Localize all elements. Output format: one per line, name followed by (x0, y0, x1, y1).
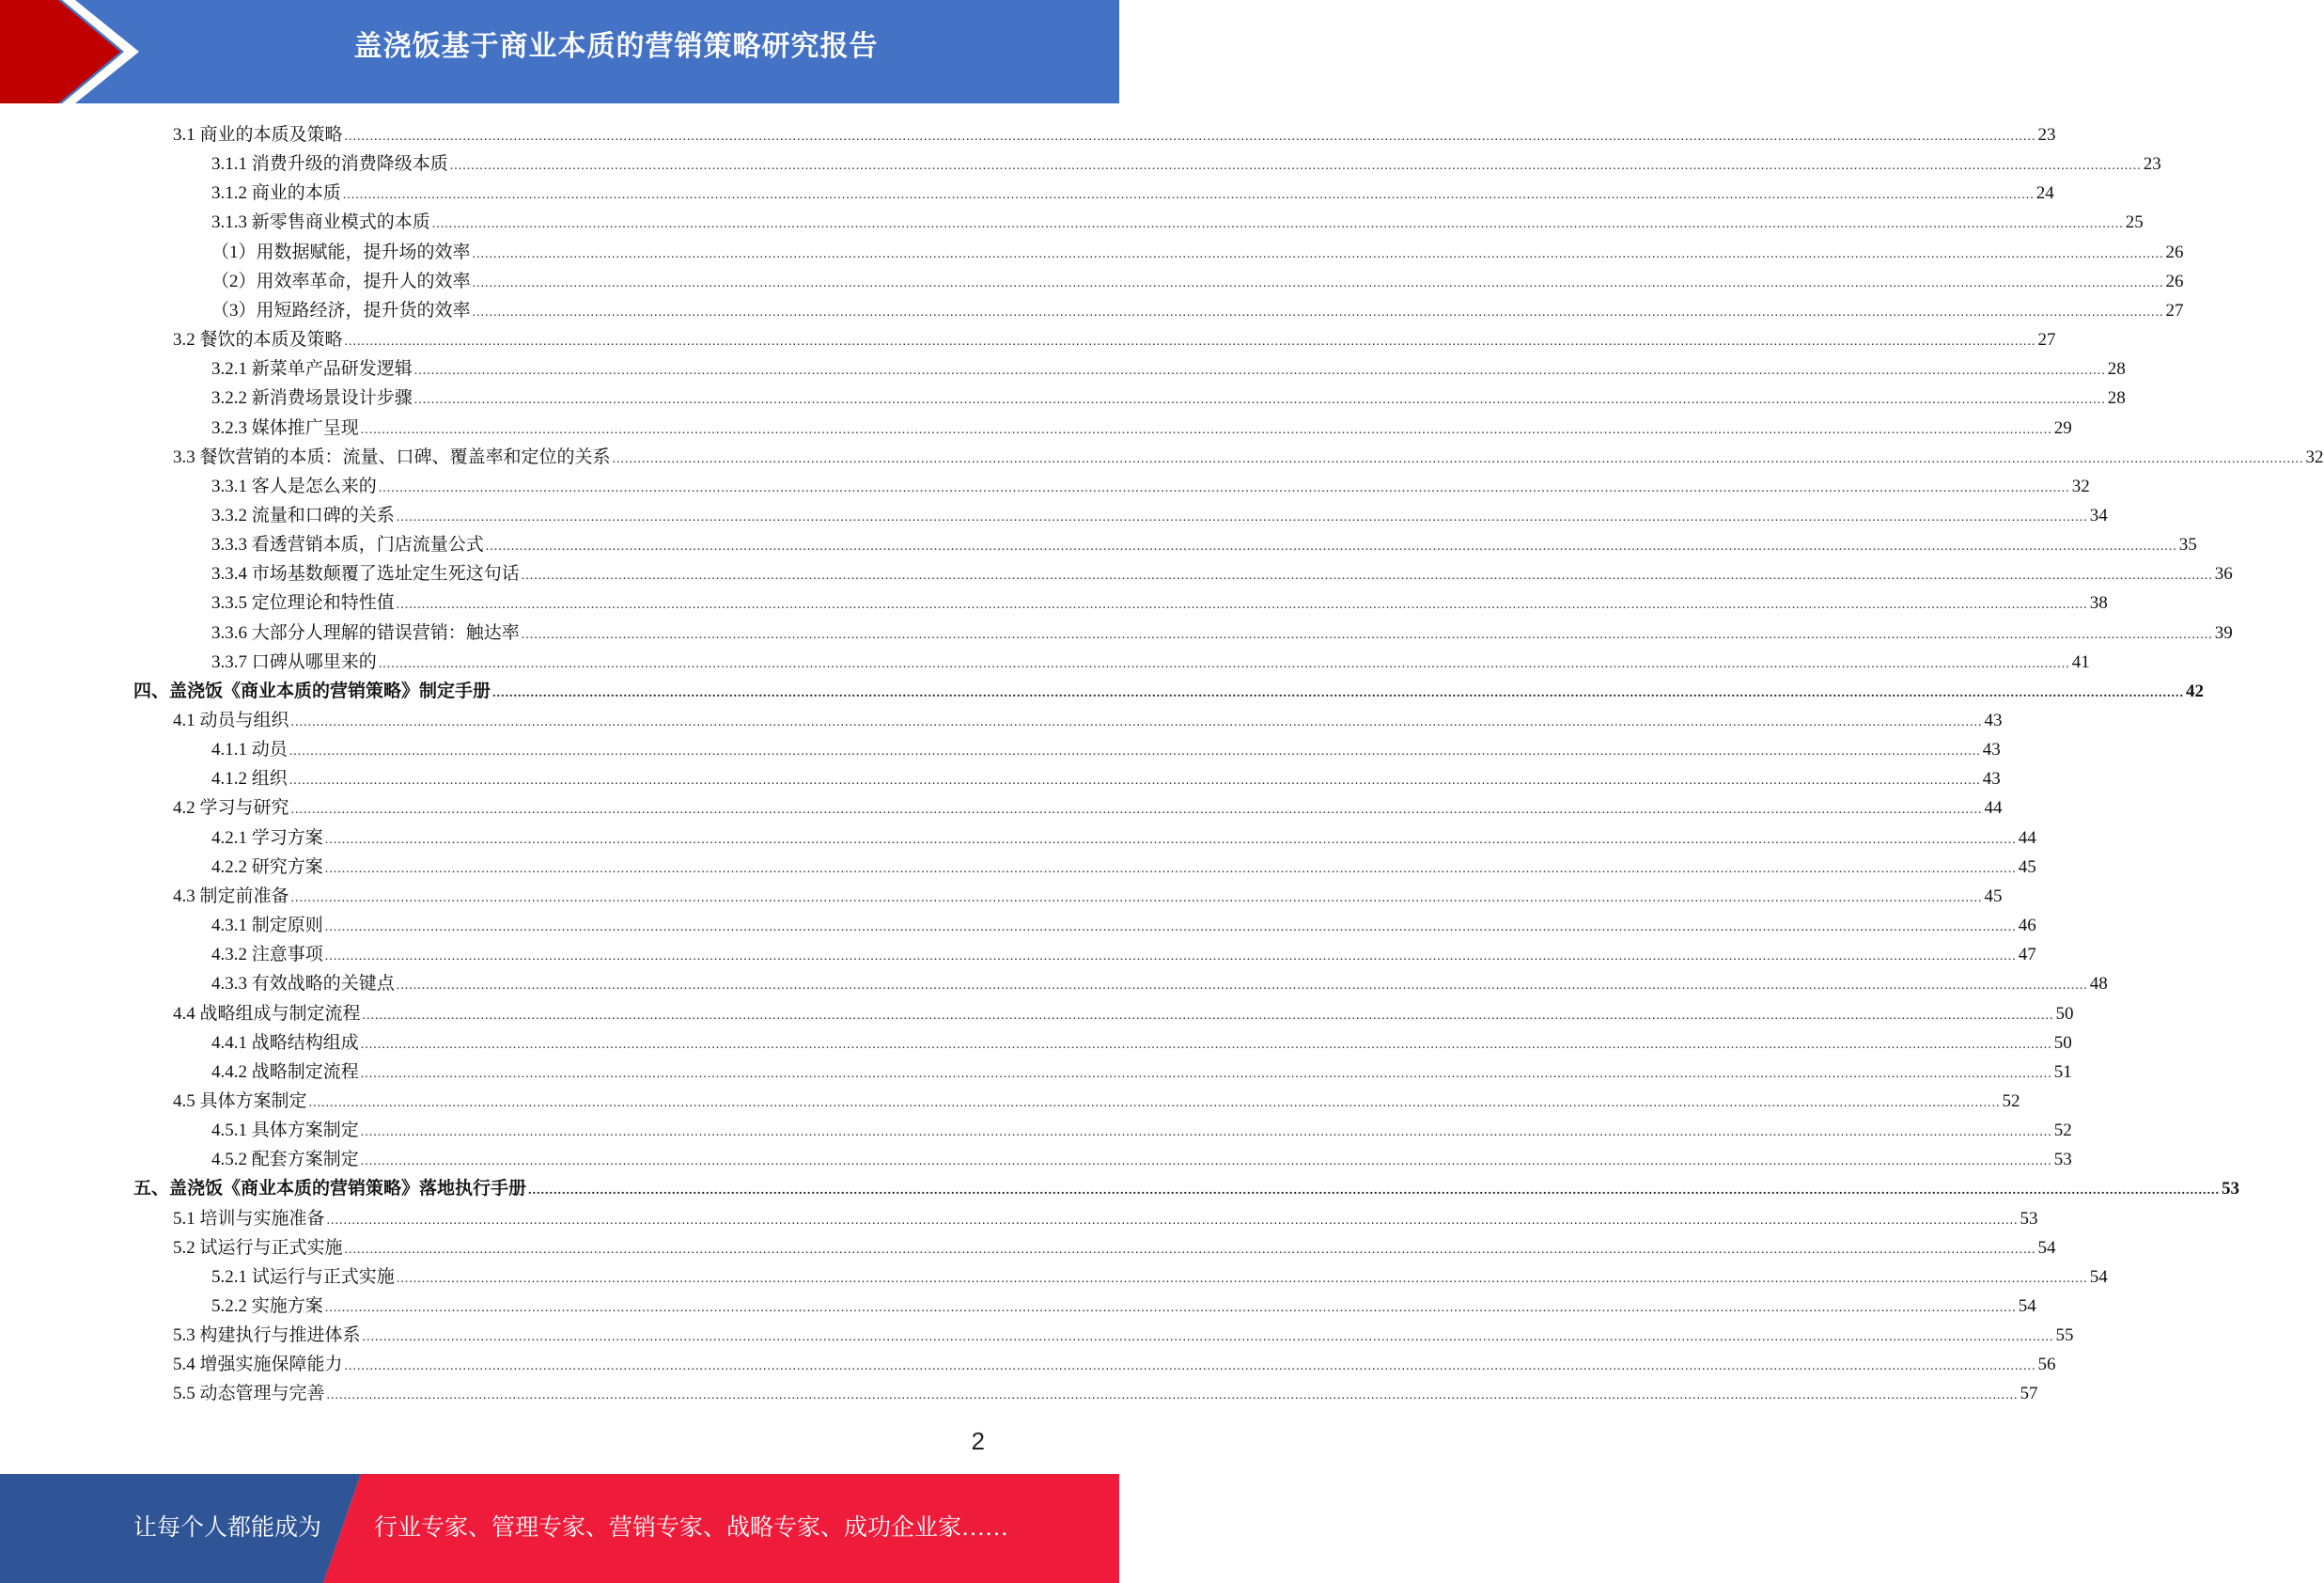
report-title: 盖浇饭基于商业本质的营销策略研究报告 (353, 30, 879, 63)
toc-entry-page: 51 (2053, 1061, 2072, 1082)
toc-entry-page: 54 (2018, 1296, 2036, 1316)
chevron-arrow-icon (0, 0, 150, 103)
toc-entry-title: 3.2 餐饮的本质及策略 (173, 330, 343, 351)
toc-entry[interactable] (173, 1379, 2038, 1408)
toc-entry-title: 3.2.1 新菜单产品研发逻辑 (211, 359, 413, 380)
toc-entry-title: 3.3.2 流量和口碑的关系 (211, 505, 395, 525)
toc-entry-page: 43 (1982, 769, 2001, 790)
toc-dot-leader: ................................................................................................................................................................................................................................................................................................................................................................................................................ (289, 774, 1981, 789)
toc-dot-leader: ................................................................................................................................................................................................................................................................................................................................................................................................................ (360, 1125, 2052, 1140)
toc-dot-leader: ................................................................................................................................................................................................................................................................................................................................................................................................................ (396, 1271, 2088, 1286)
toc-entry-page: 42 (2186, 681, 2205, 701)
toc-entry-page: 43 (1982, 740, 2001, 760)
toc-dot-leader: ................................................................................................................................................................................................................................................................................................................................................................................................................ (289, 744, 1981, 760)
toc-entry-title: （3）用短路经济，提升货的效率 (211, 300, 471, 321)
toc-entry[interactable] (211, 384, 2126, 413)
toc-entry-title: 5.5 动态管理与完善 (173, 1384, 325, 1404)
toc-entry-page: 55 (2055, 1325, 2074, 1346)
toc-entry-page: 53 (2053, 1150, 2072, 1170)
toc-dot-leader: ................................................................................................................................................................................................................................................................................................................................................................................................................ (528, 1183, 2221, 1199)
toc-entry-title: 4.4.2 战略制定流程 (211, 1061, 359, 1082)
toc-entry-page: 27 (2037, 330, 2056, 351)
toc-entry-title: 4.3.1 制定原则 (211, 916, 323, 936)
toc-entry[interactable] (211, 735, 2001, 764)
toc-dot-leader: ................................................................................................................................................................................................................................................................................................................................................................................................................ (472, 275, 2164, 290)
toc-entry-title: 4.1 动员与组织 (173, 711, 289, 730)
toc-dot-leader: ................................................................................................................................................................................................................................................................................................................................................................................................................ (324, 949, 2017, 964)
toc-entry-page: 50 (2053, 1032, 2072, 1053)
toc-entry-title: 4.2 学习与研究 (173, 798, 289, 819)
toc-entry-page: 32 (2305, 447, 2324, 467)
toc-entry-page: 52 (2002, 1090, 2020, 1111)
toc-entry-page: 46 (2018, 916, 2036, 936)
toc-entry[interactable] (211, 764, 2001, 793)
toc-dot-leader: ................................................................................................................................................................................................................................................................................................................................................................................................................ (360, 1154, 2052, 1169)
toc-entry[interactable] (211, 208, 2144, 237)
toc-dot-leader: ................................................................................................................................................................................................................................................................................................................................................................................................................ (326, 1213, 2019, 1228)
toc-entry-page: 54 (2089, 1266, 2108, 1287)
toc-entry-title: 4.3 制定前准备 (173, 886, 289, 906)
toc-entry-title: 4.1.2 组织 (211, 769, 288, 790)
toc-dot-leader: ................................................................................................................................................................................................................................................................................................................................................................................................................ (324, 920, 2017, 935)
toc-entry-title: 4.2.1 学习方案 (211, 827, 323, 848)
toc-dot-leader: ................................................................................................................................................................................................................................................................................................................................................................................................................ (485, 540, 2177, 555)
toc-entry-page: 45 (1984, 886, 2003, 906)
toc-entry-title: 5.2.2 实施方案 (211, 1296, 323, 1316)
toc-dot-leader: ................................................................................................................................................................................................................................................................................................................................................................................................................ (378, 656, 2070, 671)
toc-entry[interactable] (211, 530, 2197, 559)
toc-entry[interactable] (173, 1350, 2056, 1379)
toc-dot-leader: ................................................................................................................................................................................................................................................................................................................................................................................................................ (360, 422, 2052, 437)
toc-entry-title: 4.4 战略组成与制定流程 (173, 1003, 361, 1024)
toc-entry-page: 48 (2089, 974, 2108, 995)
toc-dot-leader: ................................................................................................................................................................................................................................................................................................................................................................................................................ (344, 1359, 2036, 1374)
toc-dot-leader: ................................................................................................................................................................................................................................................................................................................................................................................................................ (492, 685, 2185, 700)
toc-entry-title: 4.3.3 有效战略的关键点 (211, 974, 395, 995)
toc-entry-page: 45 (2018, 856, 2036, 877)
toc-entry-title: （2）用效率革命，提升人的效率 (211, 271, 471, 291)
toc-entry-page: 41 (2071, 651, 2090, 672)
toc-dot-leader: ................................................................................................................................................................................................................................................................................................................................................................................................................ (344, 335, 2036, 350)
toc-entry-title: 3.3.7 口碑从哪里来的 (211, 651, 377, 672)
toc-entry-page: 23 (2037, 125, 2056, 145)
toc-dot-leader: ................................................................................................................................................................................................................................................................................................................................................................................................................ (360, 1066, 2052, 1081)
toc-entry[interactable] (211, 823, 2036, 853)
toc-entry-page: 53 (2020, 1208, 2038, 1229)
toc-dot-leader: ................................................................................................................................................................................................................................................................................................................................................................................................................ (612, 451, 2304, 466)
toc-entry[interactable] (211, 1116, 2072, 1145)
toc-entry-page: 35 (2178, 535, 2197, 556)
toc-entry-title: 3.1 商业的本质及策略 (173, 125, 343, 145)
toc-entry[interactable] (173, 1204, 2038, 1233)
toc-entry-title: 4.5.1 具体方案制定 (211, 1121, 359, 1141)
toc-entry-title: 4.4.1 战略结构组成 (211, 1032, 359, 1053)
toc-dot-leader: ................................................................................................................................................................................................................................................................................................................................................................................................................ (290, 803, 1983, 818)
toc-entry-title: 5.2.1 试运行与正式实施 (211, 1266, 395, 1287)
toc-entry-title: 3.3.6 大部分人理解的错误营销：触达率 (211, 622, 520, 643)
toc-entry-page: 57 (2020, 1384, 2038, 1404)
toc-entry[interactable] (211, 238, 2184, 267)
toc-entry-title: 3.2.2 新消费场景设计步骤 (211, 388, 413, 409)
toc-entry[interactable] (211, 1058, 2072, 1087)
toc-entry-page: 28 (2107, 388, 2126, 409)
toc-entry-page: 28 (2107, 359, 2126, 380)
toc-entry-page: 53 (2222, 1179, 2240, 1199)
toc-dot-leader: ................................................................................................................................................................................................................................................................................................................................................................................................................ (290, 890, 1983, 905)
toc-dot-leader: ................................................................................................................................................................................................................................................................................................................................................................................................................ (324, 832, 2017, 847)
toc-entry-page: 24 (2035, 183, 2054, 204)
toc-dot-leader: ................................................................................................................................................................................................................................................................................................................................................................................................................ (521, 627, 2213, 642)
toc-entry[interactable] (211, 354, 2126, 384)
toc-entry-title: 4.3.2 注意事项 (211, 945, 323, 965)
toc-entry[interactable] (173, 882, 2003, 911)
toc-entry-page: 44 (2018, 827, 2036, 848)
toc-entry-title: 3.1.3 新零售商业模式的本质 (211, 212, 430, 233)
toc-entry-page: 26 (2165, 271, 2184, 291)
toc-entry-title: 3.2.3 媒体推广呈现 (211, 417, 359, 438)
toc-dot-leader: ................................................................................................................................................................................................................................................................................................................................................................................................................ (472, 305, 2164, 320)
toc-dot-leader: ................................................................................................................................................................................................................................................................................................................................................................................................................ (308, 1095, 2001, 1110)
toc-entry-title: 4.2.2 研究方案 (211, 856, 323, 877)
toc-entry[interactable] (211, 1028, 2072, 1058)
toc-entry-page: 34 (2089, 505, 2108, 525)
toc-entry[interactable] (211, 619, 2233, 648)
toc-dot-leader: ................................................................................................................................................................................................................................................................................................................................................................................................................ (344, 1242, 2036, 1257)
toc-entry-page: 47 (2018, 945, 2036, 965)
toc-entry-page: 32 (2071, 476, 2090, 496)
toc-entry-title: 3.3.4 市场基数颠覆了选址定生死这句话 (211, 564, 520, 585)
toc-entry-page: 50 (2055, 1003, 2074, 1024)
toc-dot-leader: ................................................................................................................................................................................................................................................................................................................................................................................................................ (362, 1330, 2054, 1345)
toc-dot-leader: ................................................................................................................................................................................................................................................................................................................................................................................................................ (342, 188, 2035, 203)
toc-dot-leader: ................................................................................................................................................................................................................................................................................................................................................................................................................ (396, 509, 2088, 525)
toc-entry-title: 5.4 增强实施保障能力 (173, 1355, 343, 1375)
toc-entry[interactable] (211, 911, 2036, 940)
toc-entry-title: 4.5.2 配套方案制定 (211, 1150, 359, 1170)
toc-entry[interactable] (173, 999, 2074, 1028)
toc-entry-title: 3.3.5 定位理论和特性值 (211, 593, 395, 614)
toc-entry[interactable] (133, 1174, 2240, 1203)
toc-entry[interactable] (211, 501, 2108, 530)
toc-entry[interactable] (173, 120, 2056, 149)
toc-dot-leader: ................................................................................................................................................................................................................................................................................................................................................................................................................ (378, 480, 2070, 495)
toc-entry-title: 5.2 试运行与正式实施 (173, 1237, 343, 1258)
toc-entry[interactable] (211, 940, 2036, 969)
page-header (0, 0, 1119, 103)
toc-entry-title: 5.3 构建执行与推进体系 (173, 1325, 361, 1346)
toc-entry-page: 43 (1984, 711, 2003, 730)
toc-dot-leader: ................................................................................................................................................................................................................................................................................................................................................................................................................ (521, 569, 2213, 584)
toc-entry[interactable] (211, 149, 2161, 179)
toc-dot-leader: ................................................................................................................................................................................................................................................................................................................................................................................................................ (324, 1301, 2017, 1315)
toc-entry-page: 52 (2053, 1121, 2072, 1141)
toc-entry[interactable] (173, 706, 2003, 735)
toc-dot-leader: ................................................................................................................................................................................................................................................................................................................................................................................................................ (360, 1037, 2052, 1052)
toc-entry-title: 五、盖浇饭《商业本质的营销策略》落地执行手册 (133, 1179, 527, 1199)
toc-dot-leader: ................................................................................................................................................................................................................................................................................................................................................................................................................ (396, 598, 2088, 613)
toc-entry[interactable] (211, 648, 2090, 677)
toc-dot-leader: ................................................................................................................................................................................................................................................................................................................................................................................................................ (290, 715, 1983, 729)
toc-entry[interactable] (173, 1087, 2020, 1116)
toc-entry-page: 36 (2214, 564, 2233, 585)
toc-entry-title: 4.1.1 动员 (211, 740, 288, 760)
toc-entry-title: 3.1.2 商业的本质 (211, 183, 341, 204)
footer-slogan-left: 让每个人都能成为 (133, 1515, 322, 1541)
toc-entry-title: 3.3.1 客人是怎么来的 (211, 476, 377, 496)
toc-dot-leader: ................................................................................................................................................................................................................................................................................................................................................................................................................ (344, 130, 2036, 144)
toc-dot-leader: ................................................................................................................................................................................................................................................................................................................................................................................................................ (396, 979, 2088, 994)
toc-entry-page: 38 (2089, 593, 2108, 614)
toc-entry[interactable] (133, 677, 2205, 706)
toc-entry-title: 3.1.1 消费升级的消费降级本质 (211, 154, 448, 175)
toc-entry[interactable] (211, 1145, 2072, 1174)
toc-entry-title: （1）用数据赋能，提升场的效率 (211, 242, 471, 262)
toc-entry[interactable] (211, 559, 2233, 588)
toc-entry[interactable] (211, 588, 2108, 618)
toc-entry-page: 44 (1984, 798, 2003, 819)
page-number: 2 (971, 1427, 985, 1455)
toc-entry[interactable] (211, 179, 2054, 208)
toc-entry-page: 56 (2037, 1355, 2056, 1375)
toc-entry[interactable] (211, 414, 2072, 443)
toc-entry-page: 54 (2037, 1237, 2056, 1258)
toc-entry-page: 25 (2125, 212, 2144, 233)
toc-entry-title: 5.1 培训与实施准备 (173, 1208, 325, 1229)
toc-entry-title: 4.5 具体方案制定 (173, 1090, 307, 1111)
toc-entry-page: 27 (2165, 300, 2184, 321)
toc-entry[interactable] (211, 1292, 2036, 1321)
toc-entry[interactable] (211, 969, 2108, 998)
toc-entry-page: 23 (2143, 154, 2161, 175)
toc-dot-leader: ................................................................................................................................................................................................................................................................................................................................................................................................................ (326, 1388, 2019, 1403)
toc-entry[interactable] (211, 1262, 2108, 1292)
toc-dot-leader: ................................................................................................................................................................................................................................................................................................................................................................................................................ (449, 159, 2142, 174)
toc-entry-page: 26 (2165, 242, 2184, 262)
footer-slogan-right: 行业专家、管理专家、营销专家、战略专家、成功企业家…… (374, 1515, 1009, 1541)
toc-dot-leader: ................................................................................................................................................................................................................................................................................................................................................................................................................ (413, 364, 2106, 379)
toc-entry-title: 四、盖浇饭《商业本质的营销策略》制定手册 (133, 681, 491, 701)
toc-dot-leader: ................................................................................................................................................................................................................................................................................................................................................................................................................ (431, 217, 2124, 232)
toc-entry-page: 39 (2214, 622, 2233, 643)
toc-dot-leader: ................................................................................................................................................................................................................................................................................................................................................................................................................ (413, 393, 2106, 408)
page-footer (0, 1474, 1119, 1583)
toc-dot-leader: ................................................................................................................................................................................................................................................................................................................................................................................................................ (324, 861, 2017, 876)
toc-entry[interactable] (173, 1321, 2074, 1350)
toc-entry-page: 29 (2053, 417, 2072, 438)
toc-entry[interactable] (211, 296, 2184, 325)
toc-dot-leader: ................................................................................................................................................................................................................................................................................................................................................................................................................ (472, 246, 2164, 261)
toc-entry-title: 3.3 餐饮营销的本质：流量、口碑、覆盖率和定位的关系 (173, 447, 611, 467)
toc-entry[interactable] (173, 793, 2003, 823)
toc-entry[interactable] (173, 325, 2056, 354)
toc-entry[interactable] (211, 853, 2036, 882)
toc-entry[interactable] (173, 443, 2324, 472)
toc-entry[interactable] (173, 1233, 2056, 1262)
toc-entry[interactable] (211, 267, 2184, 296)
toc-entry-title: 3.3.3 看透营销本质，门店流量公式 (211, 535, 484, 556)
toc-entry[interactable] (211, 472, 2090, 501)
toc-dot-leader: ................................................................................................................................................................................................................................................................................................................................................................................................................ (362, 1008, 2054, 1023)
